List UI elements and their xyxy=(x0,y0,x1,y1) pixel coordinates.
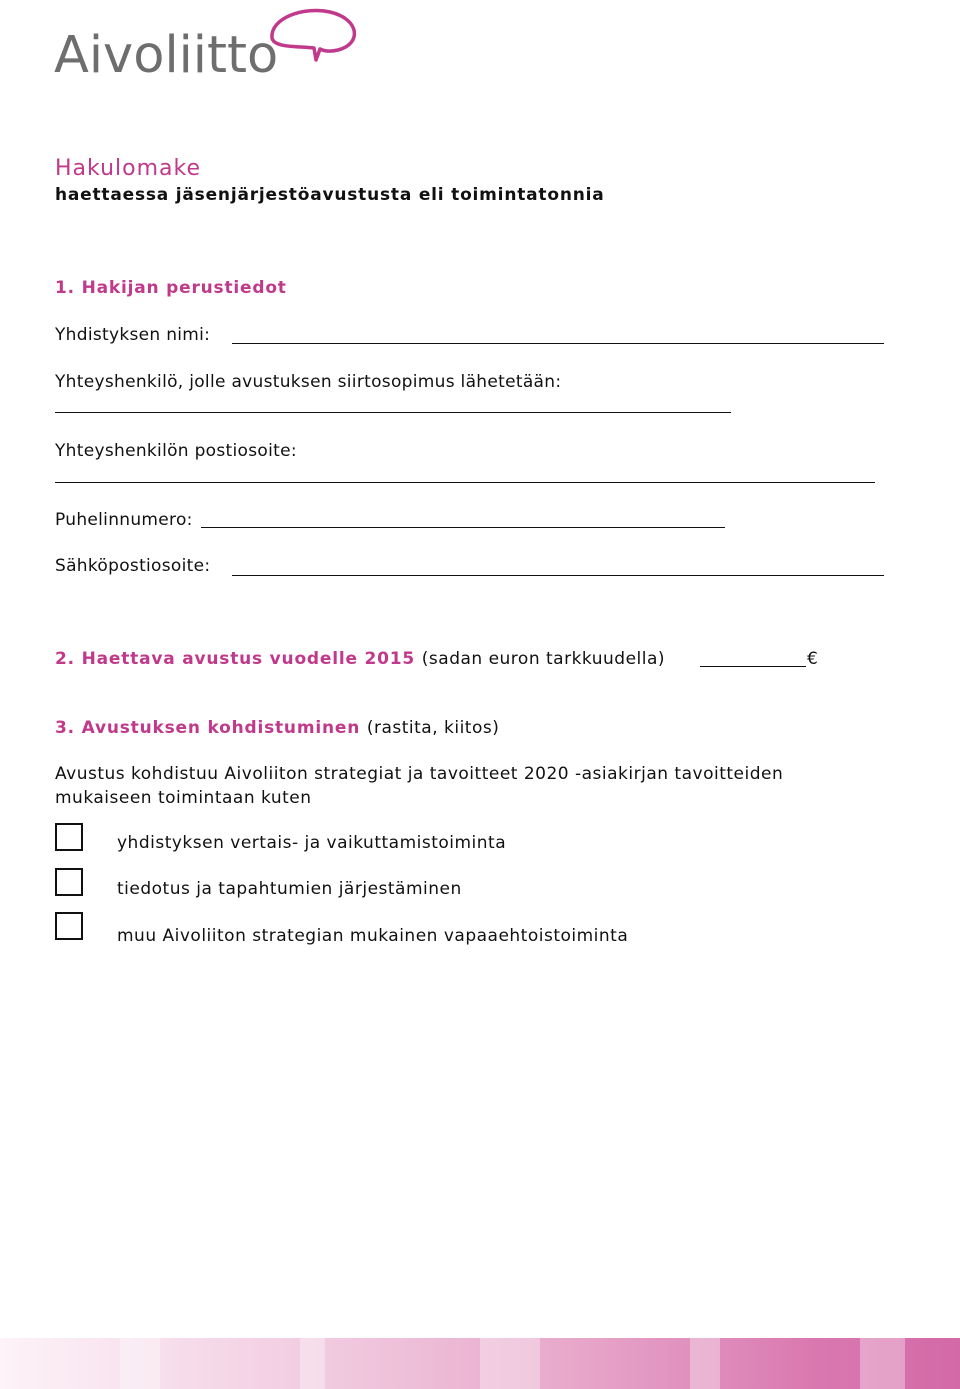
association-name-label: Yhdistyksen nimi: xyxy=(55,325,211,345)
option-label-peer-advocacy: yhdistyksen vertais- ja vaikuttamistoiminta xyxy=(117,833,507,853)
contact-person-field[interactable] xyxy=(55,412,731,413)
option-label-communications-events: tiedotus ja tapahtumien järjestäminen xyxy=(117,879,462,899)
checkbox-communications-events[interactable] xyxy=(55,868,83,896)
aivoliitto-logo xyxy=(52,4,322,84)
form-title: Hakulomake xyxy=(55,156,202,181)
email-label: Sähköpostiosoite: xyxy=(55,556,211,576)
section3-heading xyxy=(55,717,499,739)
section1-heading: 1. Hakijan perustiedot xyxy=(55,278,287,298)
contact-address-label: Yhteyshenkilön postiosoite: xyxy=(55,441,297,461)
contact-person-label: Yhteyshenkilö, jolle avustuksen siirtosopimus lähetetään: xyxy=(55,372,562,392)
option-label-other-volunteering: muu Aivoliiton strategian mukainen vapaaehtoistoiminta xyxy=(117,926,629,946)
email-field[interactable] xyxy=(232,575,884,576)
contact-address-field[interactable] xyxy=(55,482,875,483)
phone-label: Puhelinnumero: xyxy=(55,510,193,530)
form-subtitle: haettaessa jäsenjärjestöavustusta eli toimintatonnia xyxy=(55,185,605,205)
checkbox-peer-advocacy[interactable] xyxy=(55,823,83,851)
section3-heading-text: 3. Avustuksen kohdistuminen xyxy=(55,718,361,738)
logo-text: Aivoliitto xyxy=(54,26,279,85)
association-name-field[interactable] xyxy=(232,343,884,344)
section3-intro: Avustus kohdistuu Aivoliiton strategiat ja tavoitteet 2020 -asiakirjan tavoitteiden mukaiseen toimintaan kuten xyxy=(55,764,784,808)
checkbox-other-volunteering[interactable] xyxy=(55,912,83,940)
section3-note: (rastita, kiitos) xyxy=(366,718,500,738)
phone-field[interactable] xyxy=(201,527,725,528)
section2-heading-text: 2. Haettava avustus vuodelle 2015 xyxy=(55,649,416,669)
euro-sign: € xyxy=(807,649,818,669)
speech-bubble-icon xyxy=(264,4,364,64)
section2-note: (sadan euron tarkkuudella) xyxy=(421,649,666,669)
grant-amount-field[interactable] xyxy=(700,666,806,667)
section2-heading xyxy=(55,648,665,670)
footer-decorative-band xyxy=(0,1338,960,1389)
